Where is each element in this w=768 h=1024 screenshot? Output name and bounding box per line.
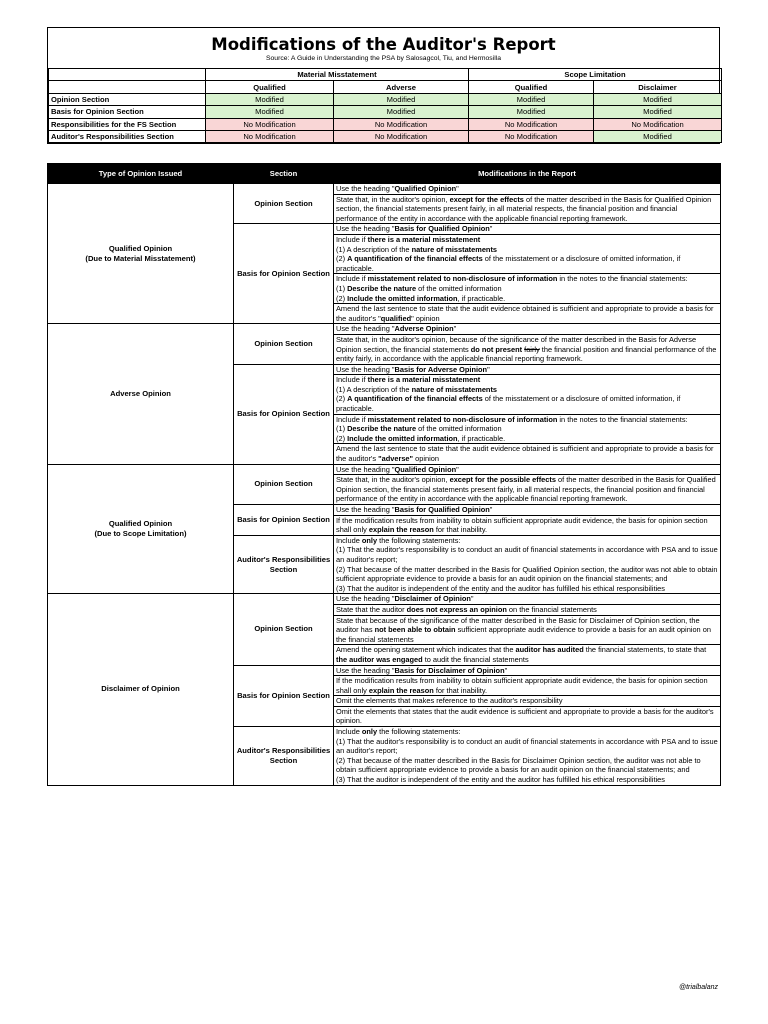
modification-row	[48, 184, 721, 195]
opinion-type-label: (Due to Material Misstatement)	[85, 253, 196, 263]
modification-text: Use the heading "Basis for Qualified Opinion"	[334, 224, 721, 235]
modification-text: Omit the elements that states that the audit evidence is sufficient and appropriate to provide a basis for the auditor's opinion.	[334, 706, 721, 726]
opinion-type-label: Adverse Opinion	[110, 388, 171, 398]
header-section: Section	[234, 164, 334, 184]
summary-row	[49, 106, 722, 118]
modification-text: Include only the following statements: (1) That the auditor's responsibility is to conduct an audit of financial statements in accordance with PSA and to issue an auditor's report; (2) That because of the matter described in the Basis for Qualified Opinion section, the auditor was not able to obtain sufficient appropriate evidence to provide a basis for an audit opinion on the financial statements; and (3) That the auditor is independent of the entity and the auditor has fulfilled his ethical responsibilities	[334, 535, 721, 594]
modification-text: Use the heading "Qualified Opinion"	[334, 184, 721, 195]
summary-cell: Modified	[469, 106, 594, 118]
sub-header: Disclaimer	[594, 81, 722, 93]
modification-text: If the modification results from inability to obtain sufficient appropriate audit evidence, the basis for opinion section shall only explain the reason for that inability.	[334, 676, 721, 696]
summary-cell: Modified	[206, 106, 334, 118]
summary-corner-2	[49, 81, 206, 93]
summary-cell: Modified	[594, 93, 722, 105]
modification-text: Include if there is a material misstatement (1) A description of the nature of misstatements (2) A quantification of the financial effects of the misstatement or a disclosure of omitted information, if practicable.	[334, 375, 721, 414]
header-type-of-opinion: Type of Opinion Issued	[48, 164, 234, 184]
summary-cell: No Modification	[469, 130, 594, 142]
opinion-type-cell	[48, 324, 234, 464]
summary-cell: No Modification	[334, 118, 469, 130]
summary-cell: Modified	[334, 106, 469, 118]
opinion-type-label: Qualified Opinion	[108, 243, 173, 253]
page-title: Modifications of the Auditor's Report	[211, 35, 556, 54]
page-source: Source: A Guide in Understanding the PSA by Salosagcol, Tiu, and Hermosilla	[265, 55, 501, 62]
section-name-cell: Auditor's Responsibilities Section	[234, 535, 334, 594]
summary-row-label: Auditor's Responsibilities Section	[49, 130, 206, 142]
modification-text: Use the heading "Basis for Disclaimer of Opinion"	[334, 665, 721, 676]
group-header-material-misstatement: Material Misstatement	[206, 69, 469, 81]
summary-row-label: Opinion Section	[49, 93, 206, 105]
summary-cell: Modified	[334, 93, 469, 105]
opinion-type-label: Disclaimer of Opinion	[101, 684, 180, 694]
modification-text: Include only the following statements: (1) That the auditor's responsibility is to conduct an audit of financial statements in accordance with PSA and to issue an auditor's report; (2) That because of the matter described in the Basis for Disclaimer Opinion section, the auditor was not able to obtain sufficient appropriate evidence to provide a basis for an audit opinion on the financial statements; and (3) That the auditor is independent of the entity and the auditor has fulfilled his ethical responsibilities	[334, 727, 721, 786]
section-name-cell: Opinion Section	[234, 464, 334, 504]
sub-header: Qualified	[206, 81, 334, 93]
credit-handle: @trialbalanz	[678, 984, 718, 991]
modification-text: Use the heading "Adverse Opinion"	[334, 324, 721, 335]
summary-cell: Modified	[206, 93, 334, 105]
sub-header: Adverse	[334, 81, 469, 93]
opinion-type-cell	[48, 594, 234, 785]
opinion-type-label: Qualified Opinion	[108, 518, 173, 528]
modification-row	[48, 324, 721, 335]
opinion-type-cell	[48, 464, 234, 594]
modification-text: Include if there is a material misstatement (1) A description of the nature of misstatements (2) A quantification of the financial effects of the misstatement or a disclosure of omitted information, if practicable.	[334, 234, 721, 273]
section-name-cell: Opinion Section	[234, 594, 334, 665]
opinion-type-cell	[48, 184, 234, 324]
summary-table	[48, 68, 722, 143]
section-name-cell: Basis for Opinion Section	[234, 505, 334, 536]
modification-text: State that, in the auditor's opinion, except for the effects of the matter described in the Basis for Qualified Opinion section, the financial statements present fairly, in all material respects, the financial position and financial performance of the entity in accordance with the applicable financial reporting framework.	[334, 194, 721, 224]
modification-text: If the modification results from inability to obtain sufficient appropriate audit evidence, the basis for opinion section shall only explain the reason for that inability.	[334, 515, 721, 535]
section-name-cell: Basis for Opinion Section	[234, 364, 334, 464]
section-name-cell: Opinion Section	[234, 184, 334, 224]
modification-text: Include if misstatement related to non-disclosure of information in the notes to the financial statements: (1) Describe the nature of the omitted information (2) Include the omitted information, if practicable.	[334, 414, 721, 444]
modification-text: Use the heading "Basis for Adverse Opinion"	[334, 364, 721, 375]
sub-header: Qualified	[469, 81, 594, 93]
section-name-cell: Basis for Opinion Section	[234, 665, 334, 727]
modification-text: State that, in the auditor's opinion, except for the possible effects of the matter described in the Basis for Qualified Opinion section, the financial statements present fairly, in all material respects, the financial position and financial performance of the entity in accordance with the applicable financial reporting framework.	[334, 475, 721, 505]
summary-cell: No Modification	[594, 118, 722, 130]
group-header-scope-limitation: Scope Limitation	[469, 69, 722, 81]
modification-text: Amend the last sentence to state that the audit evidence obtained is sufficient and appropriate to provide a basis for the auditor's "adverse" opinion	[334, 444, 721, 464]
modifications-table	[47, 163, 721, 786]
opinion-type-label: (Due to Scope Limitation)	[94, 528, 187, 538]
modification-text: Use the heading "Basis for Qualified Opinion"	[334, 505, 721, 516]
modification-text: Use the heading "Disclaimer of Opinion"	[334, 594, 721, 605]
modification-text: State that because of the significance of the matter described in the Basic for Disclaimer of Opinion section, the auditor has not been able to obtain sufficient appropriate audit evidence to provide a basis for an audit opinion on the financial statements	[334, 615, 721, 645]
modification-text: State that, in the auditor's opinion, because of the significance of the matter described in the Basis for Adverse Opinion section, the financial statements do not present fairly the financial position and financial performance of the entity fairly, in accordance with the applicable financial reporting framework.	[334, 334, 721, 364]
modification-row	[48, 464, 721, 475]
header-modifications: Modifications in the Report	[334, 164, 721, 184]
summary-cell: No Modification	[469, 118, 594, 130]
summary-corner	[49, 69, 206, 81]
summary-row	[49, 93, 722, 105]
summary-cell: No Modification	[334, 130, 469, 142]
section-name-cell: Auditor's Responsibilities Section	[234, 727, 334, 786]
modification-text: Amend the last sentence to state that the audit evidence obtained is sufficient and appropriate to provide a basis for the auditor's "qualified" opinion	[334, 304, 721, 324]
summary-cell: Modified	[594, 106, 722, 118]
modification-text: Amend the opening statement which indicates that the auditor has audited the financial statements, to state that the auditor was engaged to audit the financial statements	[334, 645, 721, 665]
modification-text: Use the heading "Qualified Opinion"	[334, 464, 721, 475]
summary-panel	[47, 27, 720, 144]
section-name-cell: Opinion Section	[234, 324, 334, 364]
section-name-cell: Basis for Opinion Section	[234, 224, 334, 324]
summary-cell: No Modification	[206, 118, 334, 130]
modification-row	[48, 594, 721, 605]
summary-row	[49, 130, 722, 142]
modification-text: Omit the elements that makes reference to the auditor's responsibility	[334, 696, 721, 707]
summary-row-label: Responsibilities for the FS Section	[49, 118, 206, 130]
summary-cell: No Modification	[206, 130, 334, 142]
summary-cell: Modified	[594, 130, 722, 142]
summary-cell: Modified	[469, 93, 594, 105]
summary-row-label: Basis for Opinion Section	[49, 106, 206, 118]
modification-text: State that the auditor does not express an opinion on the financial statements	[334, 604, 721, 615]
modification-text: Include if misstatement related to non-disclosure of information in the notes to the financial statements: (1) Describe the nature of the omitted information (2) Include the omitted information, if practicable.	[334, 274, 721, 304]
summary-row	[49, 118, 722, 130]
